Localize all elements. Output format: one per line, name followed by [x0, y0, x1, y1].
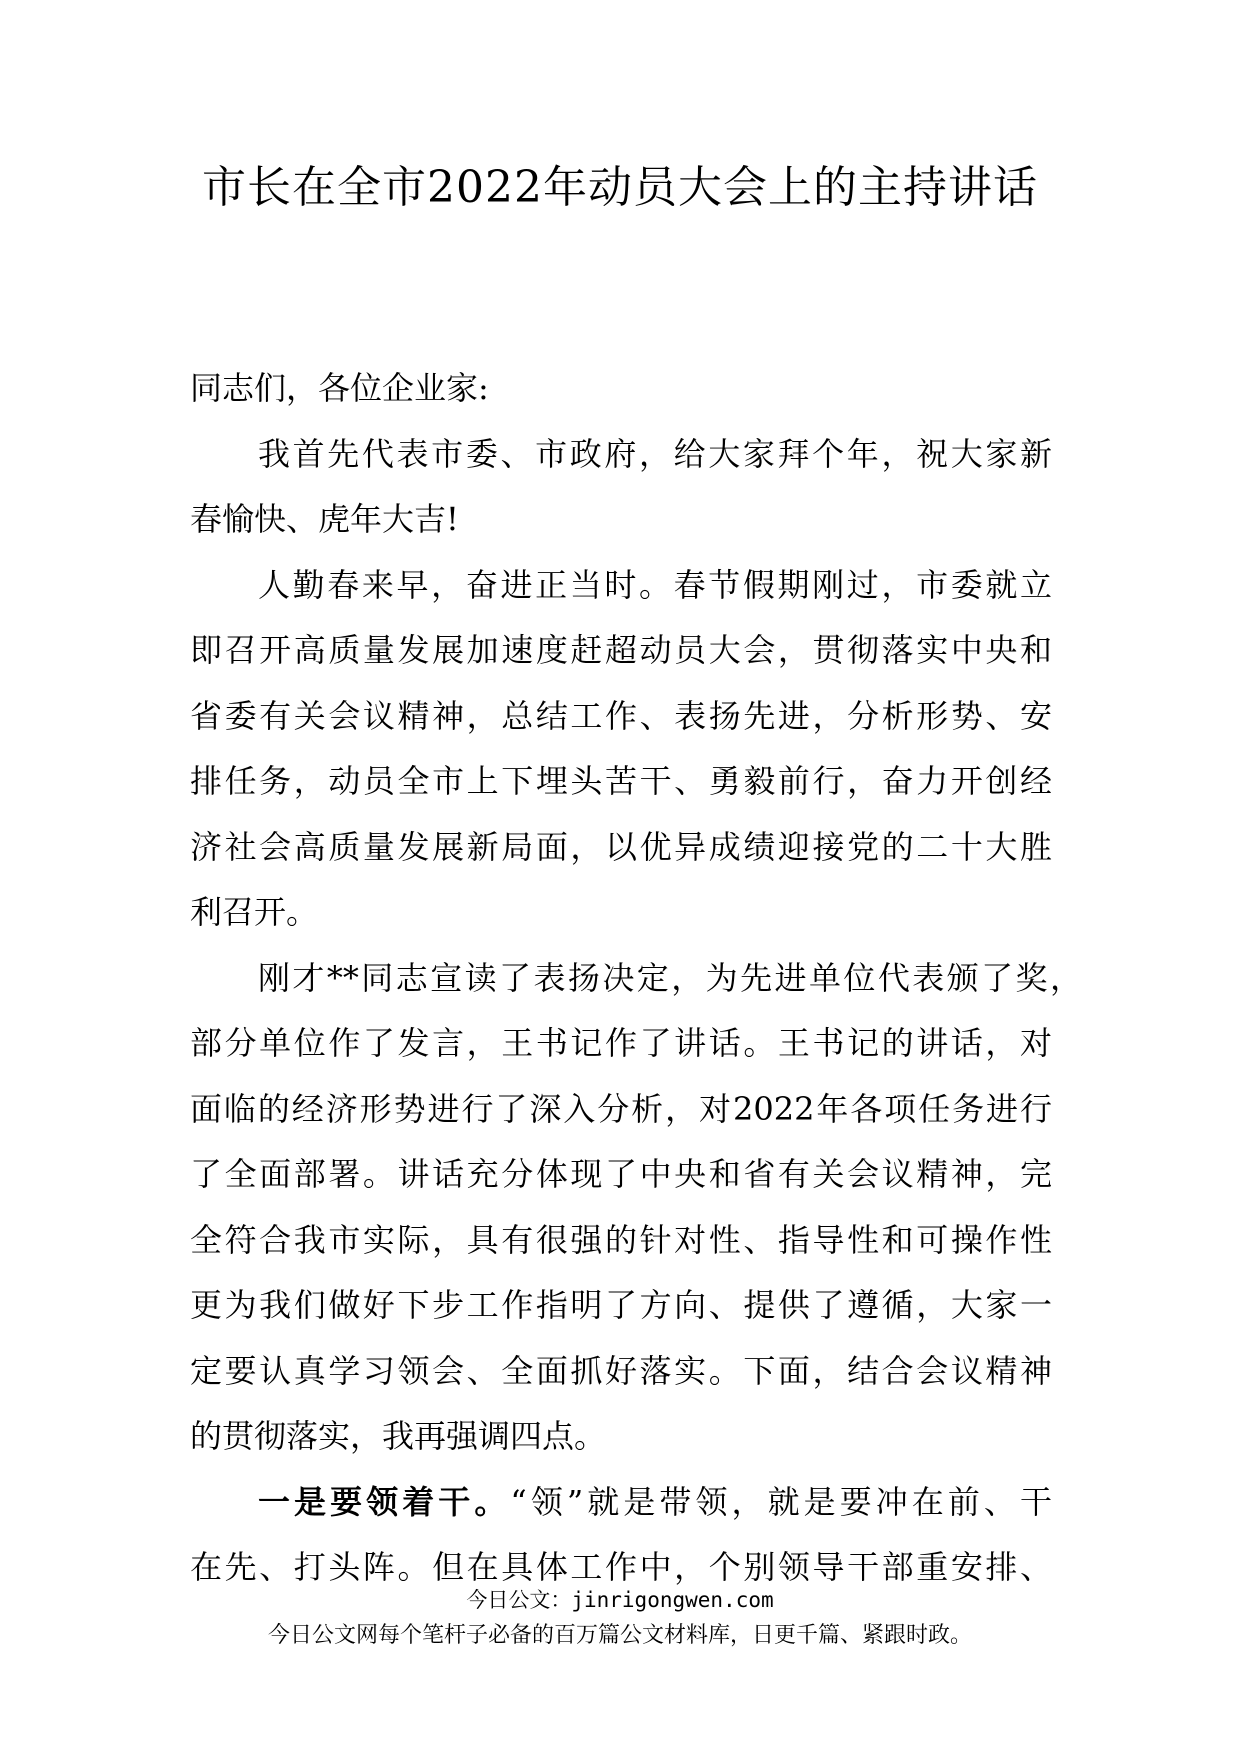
paragraph-2-line-4: 排任务，动员全市上下埋头苦干、勇毅前行，奋力开创经: [190, 762, 1052, 800]
footer-site-url[interactable]: jinrigongwen.com: [571, 1588, 774, 1612]
paragraph-3-line-7: 定要认真学习领会、全面抓好落实。下面，结合会议精神: [190, 1351, 1052, 1390]
paragraph-3-line-6: 更为我们做好下步工作指明了方向、提供了遵循，大家一: [190, 1286, 1052, 1324]
footer-site-label: 今日公文：: [466, 1588, 572, 1612]
paragraph-2-line-2: 即召开高质量发展加速度赶超动员大会，贯彻落实中央和: [190, 631, 1052, 669]
footer-site-line: [0, 1586, 1240, 1614]
paragraph-1-line-1: 我首先代表市委、市政府，给大家拜个年，祝大家新: [258, 434, 1052, 473]
paragraph-1-line-2: 春愉快、虎年大吉!: [190, 500, 459, 538]
paragraph-2-line-5: 济社会高质量发展新局面，以优异成绩迎接党的二十大胜: [190, 827, 1052, 866]
paragraph-4-line-1-rest: “领”就是带领，就是要冲在前、干: [510, 1482, 1052, 1521]
paragraph-3-line-4: 了全面部署。讲话充分体现了中央和省有关会议精神，完: [190, 1155, 1052, 1193]
paragraph-3-line-5: 全符合我市实际，具有很强的针对性、指导性和可操作性: [190, 1220, 1052, 1259]
paragraph-4-line-2: 在先、打头阵。但在具体工作中，个别领导干部重安排、: [190, 1548, 1052, 1586]
paragraph-2-line-1: 人勤春来早，奋进正当时。春节假期刚过，市委就立: [258, 565, 1052, 604]
paragraph-3-line-2: 部分单位作了发言，王书记作了讲话。王书记的讲话，对: [190, 1024, 1052, 1062]
paragraph-4-lead: 一是要领着干。: [258, 1482, 511, 1521]
document-title: 市长在全市2022年动员大会上的主持讲话: [202, 162, 1038, 213]
greeting-line: 同志们，各位企业家:: [190, 369, 489, 407]
paragraph-3-line-8: 的贯彻落实，我再强调四点。: [190, 1417, 607, 1455]
footer-slogan: 今日公文网每个笔杆子必备的百万篇公文材料库，日更千篇、紧跟时政。: [267, 1623, 972, 1648]
paragraph-2-line-3: 省委有关会议精神，总结工作、表扬先进，分析形势、安: [190, 696, 1052, 735]
paragraph-4-line-1: [190, 1470, 1052, 1536]
document-body: [190, 356, 1082, 1601]
paragraph-3-line-1: 刚才**同志宣读了表扬决定，为先进单位代表颁了奖，: [258, 958, 1082, 997]
paragraph-3-line-3: 面临的经济形势进行了深入分析，对2022年各项任务进行: [190, 1089, 1052, 1128]
paragraph-2-line-6: 利召开。: [190, 893, 319, 931]
